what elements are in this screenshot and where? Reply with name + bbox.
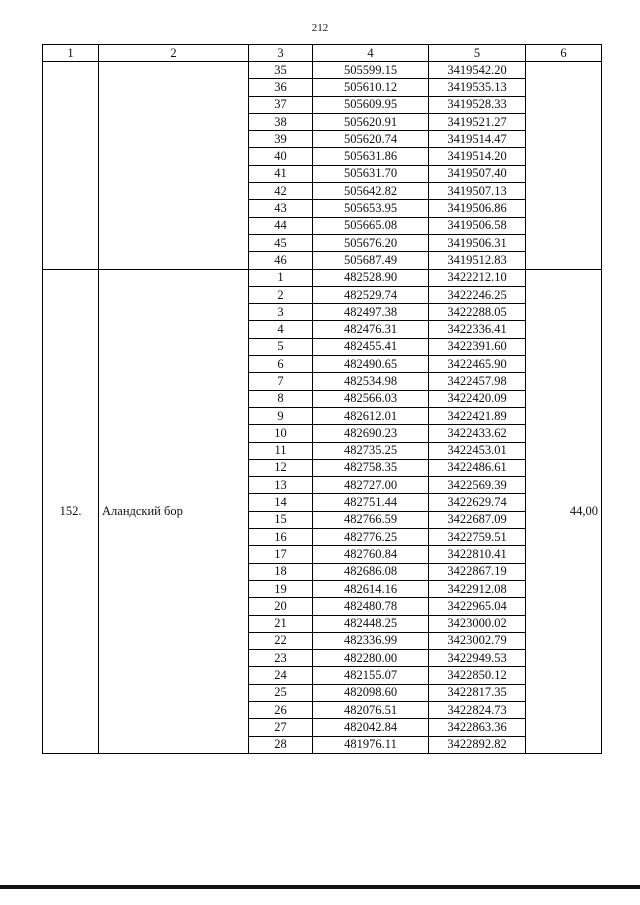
group-number: 152. [43,269,99,753]
coord-y: 3422759.51 [429,529,526,546]
point-number: 16 [249,529,313,546]
coord-y: 3419542.20 [429,62,526,79]
point-number: 6 [249,356,313,373]
coord-y: 3419512.83 [429,252,526,269]
point-number: 39 [249,131,313,148]
coord-x: 482490.65 [313,356,429,373]
point-number: 28 [249,736,313,753]
coord-x: 482098.60 [313,684,429,701]
point-number: 4 [249,321,313,338]
point-number: 41 [249,165,313,182]
point-number: 14 [249,494,313,511]
coord-y: 3419521.27 [429,113,526,130]
col-header-1: 1 [43,45,99,62]
header-row [43,45,602,62]
coord-x: 482448.25 [313,615,429,632]
coord-x: 505687.49 [313,252,429,269]
coord-x: 481976.11 [313,736,429,753]
point-number: 8 [249,390,313,407]
coord-y: 3419507.13 [429,183,526,200]
coord-y: 3422965.04 [429,598,526,615]
coord-x: 482735.25 [313,442,429,459]
coord-x: 482690.23 [313,425,429,442]
coord-y: 3422867.19 [429,563,526,580]
point-number: 15 [249,511,313,528]
coord-x: 505620.74 [313,131,429,148]
coord-x: 482480.78 [313,598,429,615]
coord-y: 3422457.98 [429,373,526,390]
point-number: 7 [249,373,313,390]
coord-y: 3422687.09 [429,511,526,528]
coord-y: 3422824.73 [429,701,526,718]
coord-x: 505653.95 [313,200,429,217]
point-number: 9 [249,407,313,424]
coord-x: 482476.31 [313,321,429,338]
coord-y: 3422391.60 [429,338,526,355]
coord-x: 505599.15 [313,62,429,79]
point-number: 13 [249,477,313,494]
coord-x: 482776.25 [313,529,429,546]
coord-x: 482760.84 [313,546,429,563]
coord-y: 3423000.02 [429,615,526,632]
coord-x: 505620.91 [313,113,429,130]
coord-y: 3422465.90 [429,356,526,373]
coord-y: 3422433.62 [429,425,526,442]
point-number: 5 [249,338,313,355]
coord-x: 482534.98 [313,373,429,390]
coordinates-table [42,44,602,754]
point-number: 38 [249,113,313,130]
coord-x: 482497.38 [313,304,429,321]
group-name: Аландский бор [99,269,249,753]
point-number: 21 [249,615,313,632]
coord-x: 482528.90 [313,269,429,286]
point-number: 22 [249,632,313,649]
point-number: 43 [249,200,313,217]
coord-y: 3419506.58 [429,217,526,234]
coord-x: 505631.86 [313,148,429,165]
coord-y: 3422912.08 [429,580,526,597]
coord-y: 3419514.47 [429,131,526,148]
point-number: 10 [249,425,313,442]
coord-x: 482614.16 [313,580,429,597]
coord-y: 3422569.39 [429,477,526,494]
coord-x: 482455.41 [313,338,429,355]
point-number: 23 [249,650,313,667]
col-header-5: 5 [429,45,526,62]
footer-rule [0,885,640,889]
coord-x: 482336.99 [313,632,429,649]
point-number: 36 [249,79,313,96]
coord-y: 3422629.74 [429,494,526,511]
coord-y: 3422486.61 [429,459,526,476]
page-number: 212 [311,22,329,34]
coord-y: 3422892.82 [429,736,526,753]
point-number: 12 [249,459,313,476]
point-number: 40 [249,148,313,165]
coord-y: 3422817.35 [429,684,526,701]
coord-y: 3422336.41 [429,321,526,338]
coord-y: 3422453.01 [429,442,526,459]
coord-x: 482155.07 [313,667,429,684]
coord-y: 3422246.25 [429,286,526,303]
coord-y: 3422810.41 [429,546,526,563]
point-number: 25 [249,684,313,701]
coord-x: 482076.51 [313,701,429,718]
coord-y: 3419506.31 [429,234,526,251]
point-number: 2 [249,286,313,303]
col-header-2: 2 [99,45,249,62]
coord-x: 482766.59 [313,511,429,528]
group-area-cell [526,62,602,270]
col-header-3: 3 [249,45,313,62]
coord-x: 482042.84 [313,719,429,736]
coord-y: 3422212.10 [429,269,526,286]
coord-x: 505642.82 [313,183,429,200]
coord-y: 3419506.86 [429,200,526,217]
coord-x: 505631.70 [313,165,429,182]
coord-x: 482686.08 [313,563,429,580]
coord-y: 3422949.53 [429,650,526,667]
point-number: 26 [249,701,313,718]
group-number-cell [43,62,99,270]
table-row [43,62,602,79]
coord-x: 482612.01 [313,407,429,424]
coord-x: 505665.08 [313,217,429,234]
point-number: 17 [249,546,313,563]
coord-y: 3419535.13 [429,79,526,96]
point-number: 18 [249,563,313,580]
coord-x: 482280.00 [313,650,429,667]
point-number: 20 [249,598,313,615]
point-number: 19 [249,580,313,597]
coord-x: 482529.74 [313,286,429,303]
point-number: 24 [249,667,313,684]
table-row [43,269,602,286]
coord-y: 3419507.40 [429,165,526,182]
col-header-6: 6 [526,45,602,62]
coord-x: 505610.12 [313,79,429,96]
coord-y: 3419514.20 [429,148,526,165]
coord-y: 3422850.12 [429,667,526,684]
point-number: 44 [249,217,313,234]
coord-y: 3423002.79 [429,632,526,649]
point-number: 37 [249,96,313,113]
coord-y: 3422863.36 [429,719,526,736]
point-number: 46 [249,252,313,269]
coord-x: 505676.20 [313,234,429,251]
coord-y: 3422421.89 [429,407,526,424]
coord-y: 3419528.33 [429,96,526,113]
coord-x: 505609.95 [313,96,429,113]
coord-y: 3422420.09 [429,390,526,407]
point-number: 27 [249,719,313,736]
coord-y: 3422288.05 [429,304,526,321]
group-area: 44,00 [526,269,602,753]
col-header-4: 4 [313,45,429,62]
point-number: 42 [249,183,313,200]
coord-x: 482566.03 [313,390,429,407]
point-number: 1 [249,269,313,286]
group-name-cell [99,62,249,270]
point-number: 35 [249,62,313,79]
point-number: 11 [249,442,313,459]
point-number: 3 [249,304,313,321]
coord-x: 482751.44 [313,494,429,511]
coord-x: 482727.00 [313,477,429,494]
point-number: 45 [249,234,313,251]
coord-x: 482758.35 [313,459,429,476]
